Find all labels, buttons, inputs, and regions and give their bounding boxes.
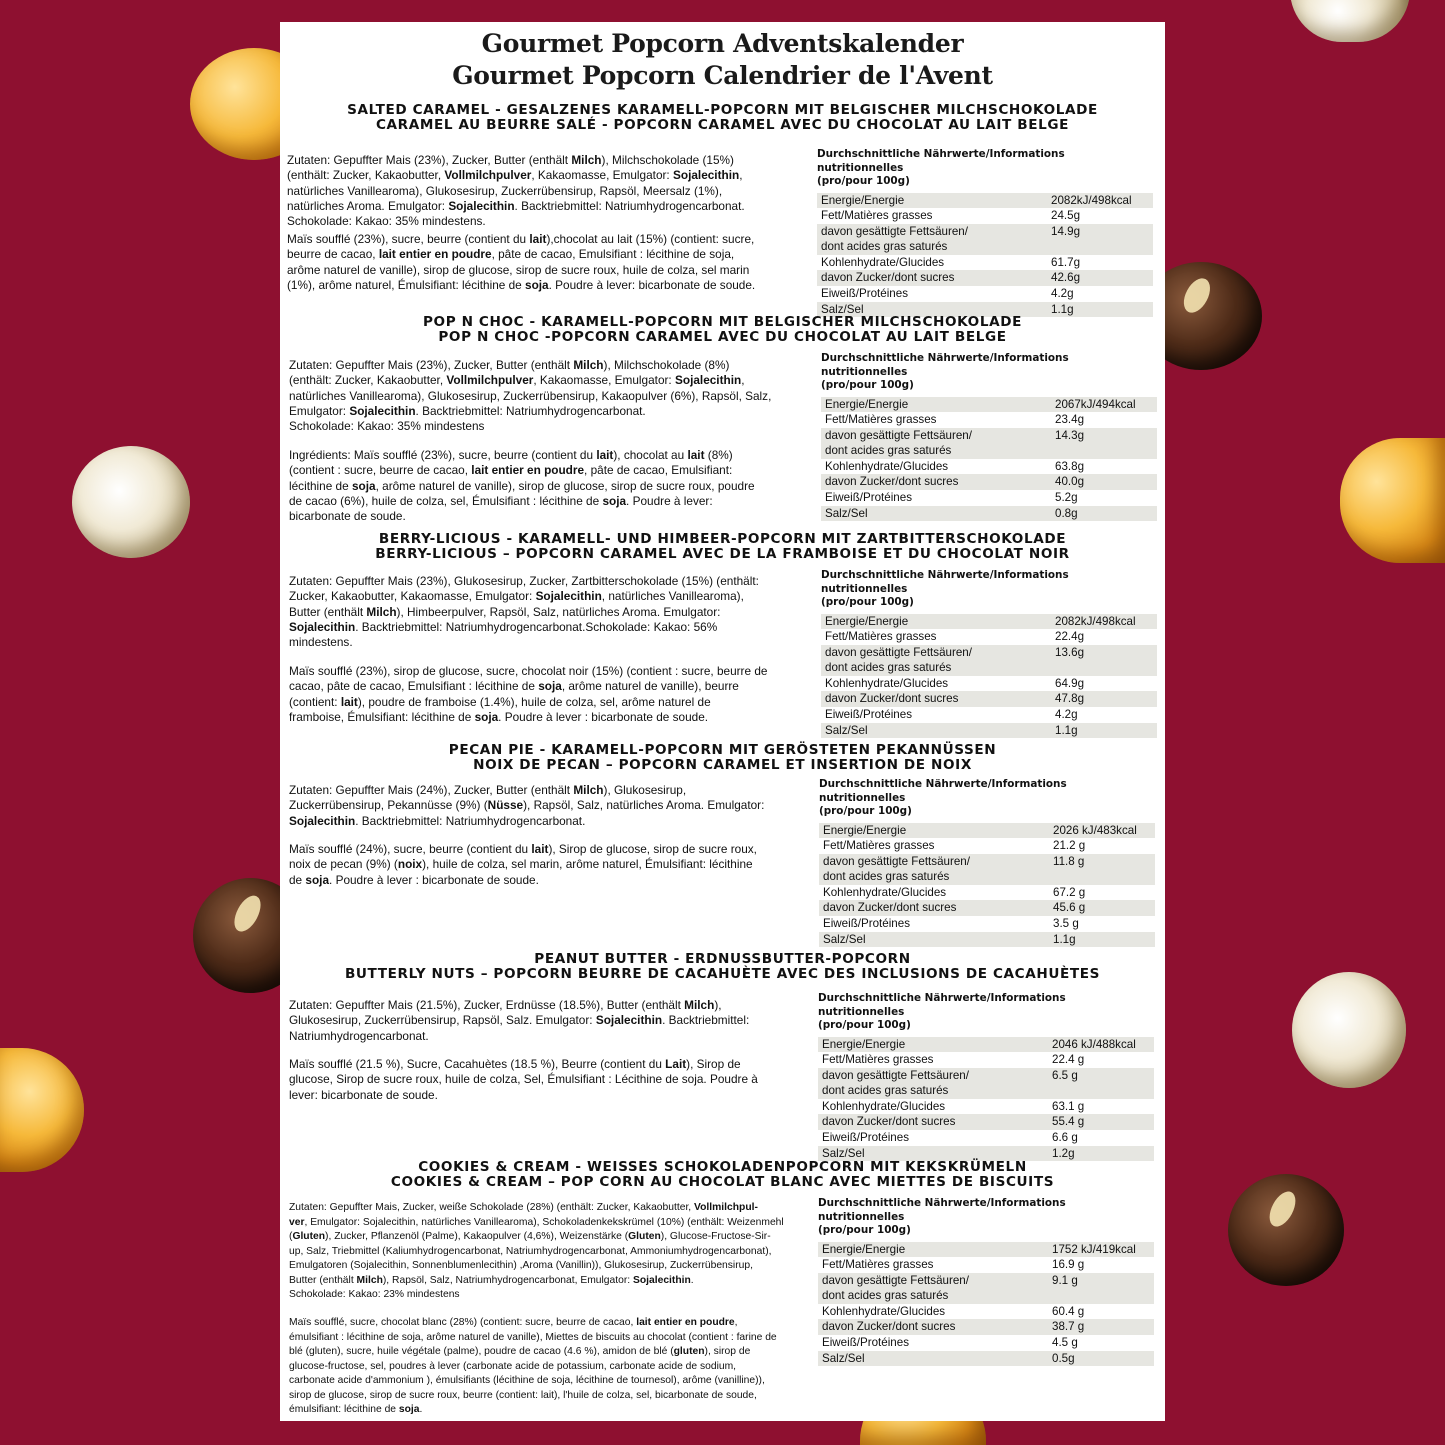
nutrient-label: Kohlenhydrate/Glucides [825,676,949,690]
nutrition-row [818,1351,1154,1367]
nutrient-value: 2046 kJ/488kcal [1052,1037,1136,1051]
nutrient-label: Fett/Matières grasses [823,839,935,853]
nutrition-row [818,1114,1154,1130]
nutrition-row [817,286,1153,302]
nutrition-row [818,1335,1154,1351]
product-heading-de: BERRY-LICIOUS - KARAMELL- UND HIMBEER-POPCORN MIT ZARTBITTERSCHOKOLADE [378,531,1067,547]
nutrient-label: Fett/Matières grasses [821,209,933,223]
page-title-fr: Gourmet Popcorn Calendrier de l'Avent [452,61,993,90]
nutrition-row [817,193,1153,209]
nutrition-row [821,614,1157,630]
nutrient-value: 4.2g [1051,287,1074,301]
ingredients-fr: Maïs soufflé (23%), sucre, beurre (contient du lait),chocolat au lait (15%) (contient: sucre, beurre de cacao, lait entier en poudre, pâte de cacao, Emulsifiant : lécithine de soja, arôme naturel de vanille), sirop de glucose, sirop de sucre roux, huile de colza, sel marin (1%), arôme naturel, Émulsifiant: lécithine de soja. Poudre à lever: bicarbonate de soude. [287,232,756,292]
nutrient-label: Fett/Matières grasses [825,413,937,427]
nutrition-row [817,208,1153,224]
nutrient-label: Salz/Sel [821,302,864,316]
nutrition-row [819,823,1155,839]
nutrient-value: 45.6 g [1053,901,1086,915]
nutrient-label: davon gesättigte Fettsäuren/ dont acides gras saturés [821,224,968,254]
nutrient-label: davon gesättigte Fettsäuren/ dont acides gras saturés [822,1068,969,1098]
nutrient-label: davon Zucker/dont sucres [821,271,955,285]
nutrition-row [821,707,1157,723]
nutrient-value: 67.2 g [1053,885,1086,899]
nutrient-value: 55.4 g [1052,1115,1085,1129]
product-heading-fr: BUTTERLY NUTS – POPCORN BEURRE DE CACAHUÈTE AVEC DES INCLUSIONS DE CACAHUÈTES [344,966,1101,982]
nutrition-table-title: Durchschnittliche Nährwerte/Informations nutritionnelles (pro/pour 100g) [818,992,1066,1031]
ingredients-fr: Maïs soufflé (23%), sirop de glucose, sucre, chocolat noir (15%) (contient : sucre, beurre de cacao, pâte de cacao, Emulsifiant : lécithine de soja, arôme naturel de vanille), beurre (contient: lait), poudre de framboise (1.4%), huile de colza, sel, arôme naturel de framboise, Émulsifiant: lécithine de soja. Poudre à lever : bicarbonate de soude. [289,664,768,724]
nutrition-sheet [280,22,1165,1421]
nutrition-row [821,506,1157,522]
nutrient-label: davon Zucker/dont sucres [823,901,957,915]
nutrient-label: Fett/Matières grasses [822,1053,934,1067]
nutrition-rows [821,614,1157,739]
nutrition-row [819,916,1155,932]
nutrient-label: Energie/Energie [823,823,907,837]
chocolate-popcorn-image [1228,1174,1344,1286]
nutrient-value: 22.4g [1055,630,1085,644]
nutrition-row [821,459,1157,475]
nutrient-value: 1.1g [1055,723,1078,737]
nutrition-row [818,1052,1154,1068]
nutrient-value: 42.6g [1051,271,1081,285]
nutrition-row [818,1130,1154,1146]
nutrient-value: 11.8 g [1053,854,1085,868]
nutrient-value: 63.8g [1055,459,1085,473]
nutrition-table-title: Durchschnittliche Nährwerte/Informations nutritionnelles (pro/pour 100g) [819,778,1067,817]
nutrient-value: 0.8g [1055,506,1078,520]
nutrition-row [821,474,1157,490]
ingredients-de: Zutaten: Gepuffter Mais (23%), Glukosesirup, Zucker, Zartbitterschokolade (15%) (enthält: Zucker, Kakaobutter, Kakaomasse, Emulgator: Sojalecithin, natürliches Vanillearoma), Butter (enthält Milch), Himbeerpulver, Rapsöl, Salz, natürliches Aroma. Emulgator: Sojalecithin. Backtriebmittel: Natriumhydrogencarbonat.Schokolade: Kakao: 56% mindestens. [289,574,759,650]
nutrient-value: 1.1g [1051,302,1074,316]
ingredients-de: Zutaten: Gepuffter Mais (24%), Zucker, Butter (enthält Milch), Glukosesirup, Zuckerrübensirup, Pekannüsse (9%) (Nüsse), Rapsöl, Salz, natürliches Aroma. Emulgator: Sojalecithin. Backtriebmittel: Natriumhydrogencarbonat. [289,783,765,828]
nutrient-value: 2026 kJ/483kcal [1053,823,1137,837]
white-popcorn-image [1290,0,1410,42]
nutrient-label: Eiweiß/Protéines [821,287,908,301]
nutrient-label: Eiweiß/Protéines [823,917,910,931]
ingredients-fr: Maïs soufflé (21.5 %), Sucre, Cacahuètes (18.5 %), Beurre (contient du Lait), Sirop de glucose, Sirop de sucre roux, huile de colza, Sel, Émulsifiant : Lécithine de soja. Poudre à lever: bicarbonate de soude. [289,1057,758,1102]
page-title-de: Gourmet Popcorn Adventskalender [481,29,964,58]
nutrient-value: 16.9 g [1052,1258,1085,1272]
nutrition-row [819,900,1155,916]
nutrient-label: Salz/Sel [822,1351,865,1365]
nutrient-value: 4.5 g [1052,1336,1078,1350]
nutrient-label: Eiweiß/Protéines [825,708,912,722]
nutrient-value: 64.9g [1055,676,1085,690]
nutrient-value: 0.5g [1052,1351,1075,1365]
nutrient-value: 14.3g [1055,428,1085,442]
nutrient-value: 61.7g [1051,255,1081,269]
nutrition-rows [819,823,1155,948]
ingredients-fr: Maïs soufflé (24%), sucre, beurre (contient du lait), Sirop de glucose, sirop de sucre roux, noix de pecan (9%) (noix), huile de colza, sel marin, arôme naturel, Émulsifiant: lécithine de soja. Poudre à lever : bicarbonate de soude. [289,842,757,887]
nutrient-value: 47.8g [1055,692,1085,706]
nutrition-row [821,691,1157,707]
nutrition-row [817,255,1153,271]
product-heading-de: PEANUT BUTTER - ERDNUSSBUTTER-POPCORN [534,951,911,967]
nutrient-label: Energie/Energie [822,1037,906,1051]
nutrient-value: 1.1g [1053,932,1076,946]
nutrition-table-title: Durchschnittliche Nährwerte/Informations nutritionnelles (pro/pour 100g) [821,569,1069,608]
nutrition-table [819,778,1155,947]
product-heading-de: SALTED CARAMEL - GESALZENES KARAMELL-POPCORN MIT BELGISCHER MILCHSCHOKOLADE [347,102,1098,118]
nutrition-table [821,569,1157,738]
product-heading-fr: NOIX DE PECAN – POPCORN CARAMEL ET INSERTION DE NOIX [473,757,972,773]
nutrient-value: 60.4 g [1052,1304,1085,1318]
nutrient-label: Kohlenhydrate/Glucides [822,1099,946,1113]
nutrient-value: 24.5g [1051,209,1081,223]
nutrition-row [819,885,1155,901]
nutrition-row [819,838,1155,854]
nutrition-row [818,1304,1154,1320]
nutrition-rows [817,193,1153,318]
nutrient-label: Salz/Sel [822,1146,865,1160]
nutrition-row [821,412,1157,428]
nutrient-label: Eiweiß/Protéines [822,1336,909,1350]
nutrition-row [819,932,1155,948]
nutrient-value: 5.2g [1055,491,1078,505]
nutrient-value: 6.6 g [1052,1131,1078,1145]
nutrition-row [817,270,1153,286]
nutrition-row [818,1319,1154,1335]
nutrient-label: Energie/Energie [825,614,909,628]
nutrient-label: Energie/Energie [821,193,905,207]
nutrient-value: 13.6g [1055,645,1085,659]
nutrient-value: 22.4 g [1052,1053,1085,1067]
ingredients-de: Zutaten: Gepuffter Mais (21.5%), Zucker, Erdnüsse (18.5%), Butter (enthält Milch), Glukosesirup, Zuckerrübensirup, Rapsöl, Salz. Emulgator: Sojalecithin. Backtriebmittel: Natriumhydrogencarbonat. [289,998,750,1043]
white-popcorn-image [1292,972,1406,1088]
ingredients-de: Zutaten: Gepuffter Mais (23%), Zucker, Butter (enthält Milch), Milchschokolade (15%) (enthält: Zucker, Kakaobutter, Vollmilchpulver, Kakaomasse, Emulgator: Sojalecithin, natürliches Vanillearoma), Glukosesirup, Zuckerrübensirup, Rapsöl, Meersalz (1%), natürliches Aroma. Emulgator: Sojalecithin. Backtriebmittel: Natriumhydrogencarbonat. Schokolade: Kakao: 35% mindestens. [287,153,745,229]
nutrition-row [821,490,1157,506]
nutrient-value: 14.9g [1051,224,1081,238]
nutrient-label: davon Zucker/dont sucres [822,1320,956,1334]
product-heading-fr: BERRY-LICIOUS – POPCORN CARAMEL AVEC DE LA FRAMBOISE ET DU CHOCOLAT NOIR [375,546,1070,562]
nutrient-label: Energie/Energie [822,1242,906,1256]
nutrient-label: Eiweiß/Protéines [825,491,912,505]
ingredients-fr: Maïs soufflé, sucre, chocolat blanc (28%) (contient: sucre, beurre de cacao, lait entier en poudre, émulsifiant : lécithine de soja, arôme naturel de vanille), Miettes de biscuits au chocolat (contient : farine de blé (gluten), sucre, huile végétale (palme), poudre de cacao (4.6 %), amidon de blé (gluten), sirop de glucose-fructose, sel, poudres à lever (carbonate acide de potassium, carbonate acide de sodium, carbonate acide d'ammonium ), émulsifiants (lécithine de soja, lécithine de tournesol), arôme (vanilline)), sirop de glucose, sirop de sucre roux, beurre (contient: lait), l'huile de colza, sel, bicarbonate de soude, émulsifiant: lécithine de soja. [289,1317,777,1415]
product-heading-fr: COOKIES & CREAM – POP CORN AU CHOCOLAT BLANC AVEC MIETTES DE BISCUITS [390,1174,1055,1190]
nutrition-row [817,224,1153,255]
nutrient-label: Kohlenhydrate/Glucides [823,885,947,899]
product-heading-de: POP N CHOC - KARAMELL-POPCORN MIT BELGISCHER MILCHSCHOKOLADE [422,314,1022,330]
nutrient-value: 9.1 g [1052,1273,1078,1287]
nutrient-label: Kohlenhydrate/Glucides [825,459,949,473]
caramel-popcorn-image [1340,438,1445,563]
nutrition-table [818,1197,1154,1366]
nutrient-value: 4.2g [1055,708,1078,722]
nutrient-value: 38.7 g [1052,1320,1085,1334]
ingredients-de: Zutaten: Gepuffter Mais, Zucker, weiße Schokolade (28%) (enthält: Zucker, Kakaobutter, Vollmilchpul- ver, Emulgator: Sojalecithin, natürliches Vanillearoma), Schokoladenkekskrümel (10%) (enthält: Weizenmehl (Gluten), Zucker, Pflanzenöl (Palme), Kakaopulver (4,6%), Weizenstärke (Gluten), Glucose-Fructose-Sir- up, Salz, Triebmittel (Kaliumhydrogencarbonat, Natriumhydrogencarbonat, Ammoniumhydrogencarbonat), Emulgatoren (Sojalecithin, Sonnenblumenlecithin) ,Aroma (Vanillin)), Glukosesirup, Zuckerrübensirup, Butter (enthält Milch), Rapsöl, Salz, Natriumhydrogencarbonat, Emulgator: Sojalecithin. Schokolade: Kakao: 23% mindestens [289,1202,784,1300]
nutrient-label: Fett/Matières grasses [825,630,937,644]
nutrient-label: davon gesättigte Fettsäuren/ dont acides gras saturés [823,854,970,884]
nutrition-row [818,1257,1154,1273]
nutrition-row [818,1068,1154,1099]
caramel-popcorn-image [0,1048,84,1172]
nutrient-value: 1.2g [1052,1146,1075,1160]
product-heading-fr: CARAMEL AU BEURRE SALÉ - POPCORN CARAMEL AVEC DU CHOCOLAT AU LAIT BELGE [375,117,1070,133]
nutrient-label: Eiweiß/Protéines [822,1131,909,1145]
nutrient-label: Fett/Matières grasses [822,1258,934,1272]
nutrition-row [819,854,1155,885]
nutrition-row [821,428,1157,459]
nutrient-value: 40.0g [1055,475,1085,489]
nutrient-label: Kohlenhydrate/Glucides [822,1304,946,1318]
nutrition-table-title: Durchschnittliche Nährwerte/Informations nutritionnelles (pro/pour 100g) [821,352,1069,391]
nutrition-table [821,352,1157,521]
nutrient-value: 2067kJ/494kcal [1055,397,1136,411]
white-popcorn-image [72,446,190,558]
nutrition-row [821,629,1157,645]
product-heading-de: COOKIES & CREAM - WEISSES SCHOKOLADENPOPCORN MIT KEKSKRÜMELN [418,1159,1027,1175]
nutrition-row [818,1037,1154,1053]
nutrient-value: 21.2 g [1053,839,1086,853]
nutrition-table-title: Durchschnittliche Nährwerte/Informations nutritionnelles (pro/pour 100g) [818,1197,1066,1236]
nutrition-table-title: Durchschnittliche Nährwerte/Informations nutritionnelles (pro/pour 100g) [817,148,1065,187]
nutrient-label: davon gesättigte Fettsäuren/ dont acides gras saturés [822,1273,969,1303]
nutrition-rows [818,1037,1154,1162]
nutrition-row [821,723,1157,739]
nutrient-value: 2082kJ/498kcal [1051,193,1132,207]
nutrient-value: 6.5 g [1052,1068,1078,1082]
product-heading-fr: POP N CHOC -POPCORN CARAMEL AVEC DU CHOCOLAT AU LAIT BELGE [438,329,1007,345]
nutrient-label: davon gesättigte Fettsäuren/ dont acides gras saturés [825,645,972,675]
product-heading-de: PECAN PIE - KARAMELL-POPCORN MIT GERÖSTETEN PEKANNÜSSEN [448,742,997,758]
nutrient-value: 2082kJ/498kcal [1055,614,1136,628]
nutrient-value: 3.5 g [1053,917,1079,931]
nutrition-row [821,645,1157,676]
nutrient-label: Kohlenhydrate/Glucides [821,255,945,269]
nutrient-label: Salz/Sel [825,723,868,737]
nutrient-label: davon Zucker/dont sucres [825,475,959,489]
nutrition-table [818,992,1154,1161]
nutrient-label: Salz/Sel [823,932,866,946]
nutrition-table [817,148,1153,317]
nutrient-value: 1752 kJ/419kcal [1052,1242,1136,1256]
nutrition-rows [821,397,1157,522]
nutrient-label: davon Zucker/dont sucres [822,1115,956,1129]
nutrient-value: 63.1 g [1052,1099,1085,1113]
ingredients-de: Zutaten: Gepuffter Mais (23%), Zucker, Butter (enthält Milch), Milchschokolade (8%) (enthält: Zucker, Kakaobutter, Vollmilchpulver, Kakaomasse, Emulgator: Sojalecithin, natürliches Vanillearoma), Glukosesirup, Zuckerrübensirup, Kakaopulver (6%), Rapsöl, Salz, Emulgator: Sojalecithin. Backtriebmittel: Natriumhydrogencarbonat. Schokolade: Kakao: 35% mindestens [289,358,772,434]
nutrition-row [821,397,1157,413]
nutrition-row [818,1242,1154,1258]
nutrient-value: 23.4g [1055,413,1085,427]
nutrient-label: davon gesättigte Fettsäuren/ dont acides gras saturés [825,428,972,458]
nutrient-label: Energie/Energie [825,397,909,411]
nutrition-row [818,1273,1154,1304]
nutrient-label: Salz/Sel [825,506,868,520]
ingredients-fr: Ingrédients: Maïs soufflé (23%), sucre, beurre (contient du lait), chocolat au lait (8%) (contient : sucre, beurre de cacao, lait entier en poudre, pâte de cacao, Emulsifiant: lécithine de soja, arôme naturel de vanille), sirop de glucose, sirop de sucre roux, poudre de cacao (6%), huile de colza, sel, Émulsifiant : lécithine de soja. Poudre à lever: bicarbonate de soude. [289,448,755,524]
nutrition-row [821,676,1157,692]
nutrient-label: davon Zucker/dont sucres [825,692,959,706]
nutrition-rows [818,1242,1154,1367]
nutrition-row [818,1099,1154,1115]
